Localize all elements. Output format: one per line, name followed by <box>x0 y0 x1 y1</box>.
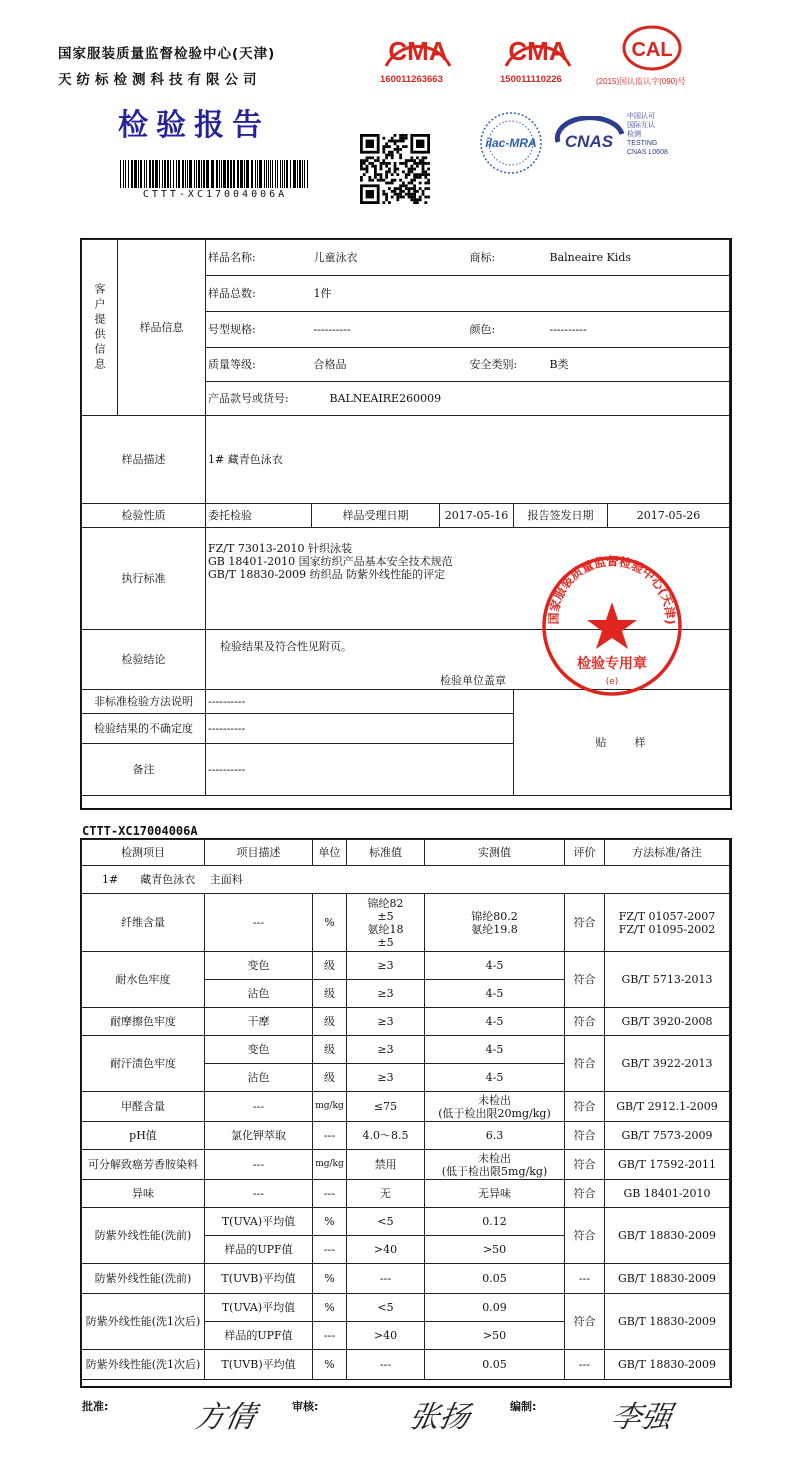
report-title: 检验报告 <box>118 108 270 143</box>
sample-name-label: 样品名称: <box>206 240 312 276</box>
receive-date-label: 样品受理日期 <box>312 504 440 528</box>
cal-number: (2015)国认监认字(090)号 <box>596 77 686 86</box>
product-no-value: BALNEAIRE260009 <box>312 382 730 416</box>
stamp-arc-text: 国家服装质量监督检验中心(天津) <box>546 554 678 625</box>
stamp-mark: (e) <box>605 677 619 687</box>
remark-label: 备注 <box>82 744 206 796</box>
conclusion-label: 检验结论 <box>82 630 206 690</box>
brand-label: 商标: <box>440 240 548 276</box>
seal-label: 检验单位盖章 <box>440 674 506 687</box>
sample-count-value: 1件 <box>312 276 730 312</box>
table-row: 沾色 级 ≥3 4-5 <box>82 980 730 1008</box>
results-table <box>81 839 730 1380</box>
remark-value: ---------- <box>206 744 514 796</box>
product-no-label: 产品款号或货号: <box>206 382 312 416</box>
model-label: 号型规格: <box>206 312 312 348</box>
table-row: 防紫外线性能(洗前) T(UVB)平均值 % --- 0.05 --- GB/T 18830-2009 <box>82 1264 730 1294</box>
col-header-unit: 单位 <box>313 840 347 866</box>
approve-label: 批准: <box>82 1400 109 1413</box>
safety-value: B类 <box>548 348 730 382</box>
cnas-logo-icon <box>552 116 626 162</box>
cma-logo-icon <box>498 26 578 70</box>
table-row: pH值 氯化钾萃取 --- 4.0～8.5 6.3 符合 GB/T 7573-2009 <box>82 1122 730 1150</box>
cma-number: 150011110226 <box>500 74 562 85</box>
ilac-text: ilac-MRA <box>485 136 537 150</box>
table-row: 防紫外线性能(洗前) T(UVA)平均值 % <5 0.12 符合 GB/T 18830-2009 <box>82 1208 730 1236</box>
inspection-nature-value: 委托检验 <box>206 504 312 528</box>
org-name-line1: 国家服装质量监督检验中心(天津) <box>58 46 276 62</box>
sample-info-label: 样品信息 <box>118 240 206 416</box>
review-label: 审核: <box>292 1400 319 1413</box>
cma-logo-text: CMA <box>388 36 448 66</box>
cma-logo-text: CMA <box>508 36 568 66</box>
standard-label: 执行标准 <box>82 528 206 630</box>
col-header-value: 实测值 <box>425 840 565 866</box>
standard-item: GB 18401-2010 国家纺织产品基本安全技术规范 <box>208 555 453 568</box>
barcode-icon <box>120 160 310 188</box>
safety-label: 安全类别: <box>440 348 548 382</box>
brand-value: Balneaire Kids <box>548 240 730 276</box>
sample-title: 1# 藏青色泳衣 主面料 <box>82 866 730 894</box>
cnas-text: CNAS <box>564 132 614 151</box>
issue-date-label: 报告签发日期 <box>514 504 608 528</box>
col-header-eval: 评价 <box>565 840 605 866</box>
sample-name-value: 儿童泳衣 <box>312 240 440 276</box>
standard-item: FZ/T 73013-2010 针织泳装 <box>208 542 353 555</box>
sample-desc-label: 样品描述 <box>82 416 206 504</box>
table-row: 异味 --- --- 无 无异味 符合 GB 18401-2010 <box>82 1180 730 1208</box>
cma-number: 160011263663 <box>380 74 443 85</box>
table-row: 纤维含量 --- % 锦纶82 ±5 氨纶18 ±5 锦纶80.2 氨纶19.8 符合 FZ/T 01057-2007 FZ/T 01095-2002 <box>82 894 730 952</box>
conclusion-text: 检验结果及符合性见附页。 <box>220 640 352 653</box>
sample-desc-value: 1# 藏青色泳衣 <box>206 416 730 504</box>
client-provided-label: 客户提供信息 <box>82 240 118 416</box>
uncertainty-value: ---------- <box>206 714 514 744</box>
color-value: ---------- <box>548 312 730 348</box>
table-row: 样品的UPF值 --- >40 >50 <box>82 1236 730 1264</box>
barcode-text: CTTT-XC17004006A <box>142 189 288 200</box>
ilac-mra-logo-icon <box>478 110 544 176</box>
table-row: 可分解致癌芳香胺染料 --- mg/kg 禁用 未检出 (低于检出限5mg/kg) 符合 GB/T 17592-2011 <box>82 1150 730 1180</box>
table-row: 防紫外线性能(洗1次后) T(UVA)平均值 % <5 0.09 符合 GB/T 18830-2009 <box>82 1294 730 1322</box>
color-label: 颜色: <box>440 312 548 348</box>
col-header-std: 标准值 <box>347 840 425 866</box>
model-value: ---------- <box>312 312 440 348</box>
official-stamp-icon <box>538 552 686 700</box>
table-row: 沾色 级 ≥3 4-5 <box>82 1064 730 1092</box>
compile-label: 编制: <box>510 1400 537 1413</box>
receive-date-value: 2017-05-16 <box>440 504 514 528</box>
issue-date-value: 2017-05-26 <box>608 504 730 528</box>
inspection-nature-label: 检验性质 <box>82 504 206 528</box>
table-row: 耐汗渍色牢度 变色 级 ≥3 4-5 符合 GB/T 3922-2013 <box>82 1036 730 1064</box>
table-row: 耐摩擦色牢度 干摩 级 ≥3 4-5 符合 GB/T 3920-2008 <box>82 1008 730 1036</box>
stamp-bottom-text: 检验专用章 <box>577 656 647 672</box>
col-header-item: 检测项目 <box>82 840 205 866</box>
cma-logo-icon <box>378 26 458 70</box>
nonstd-method-label: 非标准检验方法说明 <box>82 690 206 714</box>
nonstd-method-value: ---------- <box>206 690 514 714</box>
grade-value: 合格品 <box>312 348 440 382</box>
table-row: 耐水色牢度 变色 级 ≥3 4-5 符合 GB/T 5713-2013 <box>82 952 730 980</box>
grade-label: 质量等级: <box>206 348 312 382</box>
org-name-line2: 天纺标检测科技有限公司 <box>58 72 262 88</box>
compile-signature: 李强 <box>608 1400 675 1435</box>
review-signature: 张扬 <box>406 1400 473 1435</box>
cal-logo-icon <box>620 24 684 72</box>
table-row: 甲醛含量 --- mg/kg ≤75 未检出 (低于检出限20mg/kg) 符合 GB/T 2912.1-2009 <box>82 1092 730 1122</box>
report-number: CTTT-XC17004006A <box>82 824 198 838</box>
sample-count-label: 样品总数: <box>206 276 312 312</box>
col-header-method: 方法标准/备注 <box>605 840 730 866</box>
sample-paste-area: 贴 样 <box>514 690 730 796</box>
table-row: 防紫外线性能(洗1次后) T(UVB)平均值 % --- 0.05 --- GB/T 18830-2009 <box>82 1350 730 1380</box>
col-header-desc: 项目描述 <box>205 840 313 866</box>
qr-code-icon <box>360 134 430 204</box>
info-table <box>81 239 730 796</box>
table-row: 样品的UPF值 --- >40 >50 <box>82 1322 730 1350</box>
approve-signature: 方倩 <box>192 1400 259 1435</box>
standard-item: GB/T 18830-2009 纺织品 防紫外线性能的评定 <box>208 568 446 581</box>
uncertainty-label: 检验结果的不确定度 <box>82 714 206 744</box>
cnas-description: 中国认可 国际互认 检测 TESTING CNAS L0608 <box>627 113 668 156</box>
cal-logo-text: CAL <box>631 39 673 61</box>
